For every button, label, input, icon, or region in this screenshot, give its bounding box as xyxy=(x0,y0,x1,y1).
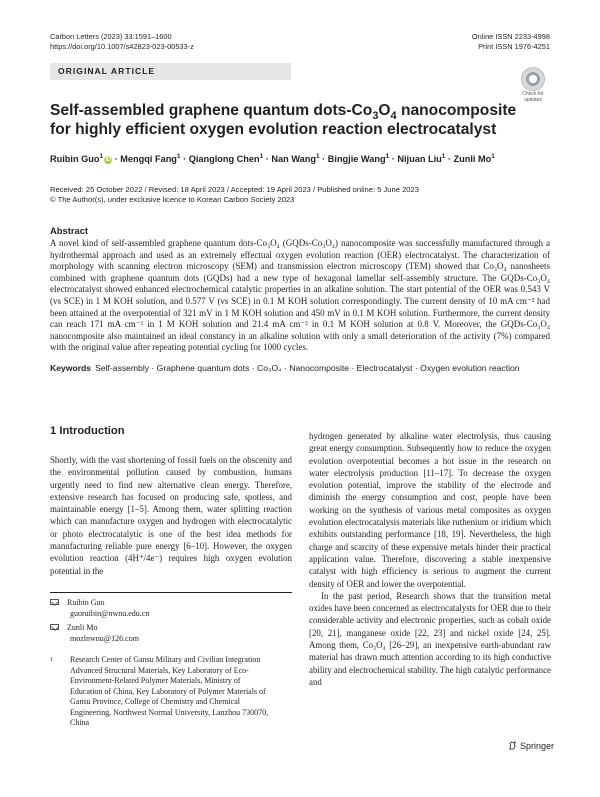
intro-paragraph-1: Shortly, with the vast shortening of fossil fuels on the obscenity and the environmental pollution caused by combustion, humans urgently need to find new alternative clean energy. Therefore, extensive research has focused on producing safe, spotless, and maintainable energy [1–5]. Among them, water splitting reaction which can manufacture oxygen and hydrogen with electrocatalytic or photo electrocatalytic is one of the best idea methods for manufacturing reliable pure energy [6–10]. However, the oxygen evolution reaction (4H⁺/4e⁻) requires high oxygen evolution potential in the xyxy=(50,455,292,576)
history-dates: Received: 25 October 2022 / Revised: 18 April 2023 / Accepted: 19 April 2023 / Published online: 5 June 2023 xyxy=(50,185,419,194)
article-type-banner: ORIGINAL ARTICLE xyxy=(50,63,291,80)
copyright: © The Author(s), under exclusive licence to Korean Carbon Society 2023 xyxy=(50,195,295,205)
affiliation-number: 1 xyxy=(50,657,53,663)
issn-header xyxy=(472,32,550,52)
abstract-heading: Abstract xyxy=(50,225,89,236)
doi-link[interactable]: https://doi.org/10.1007/s42823-023-00533-z xyxy=(50,42,194,51)
article-title xyxy=(50,101,520,139)
author[interactable]: Nijuan Liu$^1$ xyxy=(397,152,446,164)
contact-name: Zunli Mo xyxy=(67,623,98,632)
body-column-right xyxy=(309,430,551,688)
author[interactable]: Qianglong Chen$^1$ xyxy=(188,152,264,164)
footnote-divider xyxy=(50,592,292,593)
keywords-label: Keywords xyxy=(50,363,92,373)
mail-icon xyxy=(50,599,59,605)
body-column-left xyxy=(50,454,292,577)
section-heading-introduction: 1 Introduction xyxy=(50,425,125,437)
author[interactable]: Bingjie Wang$^1$ xyxy=(327,152,390,164)
title-mid: O xyxy=(378,102,391,119)
journal-header xyxy=(50,32,194,52)
title-part2: nanocomposite xyxy=(396,102,517,119)
contact-name: Ruibin Guo xyxy=(67,598,105,607)
springer-horse-icon xyxy=(508,741,517,750)
check-for-updates-button[interactable] xyxy=(518,67,548,103)
check-updates-line1: Check for xyxy=(522,91,544,97)
contact-author-1 xyxy=(50,598,149,619)
title-line2: for highly efficient oxygen evolution reaction electrocatalyst xyxy=(50,121,497,138)
contact-email[interactable]: mozlnwnu@126.com xyxy=(70,633,139,643)
check-updates-icon xyxy=(521,67,545,91)
orcid-icon[interactable]: iD xyxy=(105,157,112,163)
print-issn: Print ISSN 1976-4251 xyxy=(478,42,550,51)
publication-dates xyxy=(50,185,419,206)
author[interactable]: Ruibin Guo$^1$iD xyxy=(50,152,112,164)
check-updates-line2: updates xyxy=(524,96,542,103)
title-part1: Self-assembled graphene quantum dots-Co xyxy=(50,102,373,119)
contact-author-2 xyxy=(50,623,139,644)
publisher-logo xyxy=(508,740,554,752)
publisher-name: Springer xyxy=(520,741,555,751)
keywords xyxy=(50,363,550,374)
author[interactable]: Mengqi Fang$^1$ xyxy=(120,152,181,164)
title-sub1: 3 xyxy=(372,110,379,123)
abstract-text: A novel kind of self-assembled graphene quantum dots-Co₃O₄ (GQDs-Co₃O₄) nanocomposite was successfully manufactured through a hydrothermal approach and used as an extremely effectual oxygen evolution reaction (OER) electrocatalyst. The characterization of morphology with scanning electron microscopy (SEM) and transmission electron microscopy (TEM) showed that Co₃O₄ nanosheets combined with graphene quantum dots (GQDs) had a new type of hexagonal lamellar self-assembly structure. The GQDs-Co₃O₄ electrocatalyst showed enhanced electrochemical catalytic properties in an alkaline solution. The start potential of the OER was 0.543 V (vs SCE) in 1 M KOH solution, and 0.577 V (vs SCE) in 0.1 M KOH solution correspondingly. The current density of 10 mA cm⁻² had been attained at the overpotential of 321 mV in 1 M KOH solution and 450 mV in 0.1 M KOH solution. Furthermore, the current density can reach 171 mA cm⁻² in 1 M KOH solution and 21.4 mA cm⁻² in 0.1 M KOH solution at 0.8 V. Moreover, the GQDs-Co₃O₄ nanocomposite also maintained an ideal constancy in an alkaline solution with only a small deterioration of the activity (7%) compared with the original value after repeating potential cycling for 1000 cycles. xyxy=(50,238,550,353)
contact-email[interactable]: guoruibin@nwnu.edu.cn xyxy=(70,608,150,618)
keywords-list: Self-assembly · Graphene quantum dots · Co₃O₄ · Nanocomposite · Electrocatalyst · Oxygen evolution reaction xyxy=(95,363,520,373)
affiliation xyxy=(50,655,292,729)
journal-citation: Carbon Letters (2023) 33:1591–1600 xyxy=(50,32,172,41)
intro-paragraph-2: In the past period, Research shows that the transition metal oxides have been concerned as electrocatalysts for OER due to their considerable activity and electronic properties, such as cobalt oxide [20, 21], manganese oxide [22, 23] and nickel oxide [24, 25]. Among them, Co₃O₄ [26–29], an inexpensive earth-abundant raw material has drawn much attention according to its high conductive ability and electrochemical stability. The high catalytic performance and xyxy=(309,590,551,687)
intro-paragraph-1-cont: hydrogen generated by alkaline water electrolysis, thus causing great energy consumption. Subsequently how to reduce the oxygen evolution overpotential becomes a hot issue in the research on water electrolysis production [11–17]. To decrease the oxygen evolution potential, improve the stability of the electrode and diminish the energy consumption and cost, people have been working on the synthesis of various metal composites as oxygen evolution electrocatalysis materials like ruthenium or iridium which exhibits outstanding performance [18, 19]. Nevertheless, the high charge and scarcity of these expensive metals hinder their practical application value. Therefore, discovering a stable inexpensive catalyst with high efficiency is serious to augment the current density of OER and lower the overpotential. xyxy=(309,431,551,589)
author[interactable]: Nan Wang$^1$ xyxy=(271,152,320,164)
author-list: Ruibin Guo$^1$iD · Mengqi Fang$^1$ · Qianglong Chen$^1$ · Nan Wang$^1$ · Bingjie Wang$^1$ · Nijuan Liu$^1$ · Zunli Mo$^1$ xyxy=(50,152,495,164)
affiliation-text: Research Center of Gansu Military and Civilian Integration Advanced Structural Materials, Key Laboratory of Eco-Environment-Related Polymer Materials, Ministry of Education of China, Key Laboratory of Polymer Materials of Gansu Province, College of Chemistry and Chemical Engineering, Northwest Normal University, Lanzhou 730070, China xyxy=(70,655,269,727)
mail-icon xyxy=(50,624,59,630)
title-sub2: 4 xyxy=(390,110,397,123)
author[interactable]: Zunli Mo$^1$ xyxy=(453,152,495,164)
online-issn: Online ISSN 2233-4998 xyxy=(471,32,550,41)
